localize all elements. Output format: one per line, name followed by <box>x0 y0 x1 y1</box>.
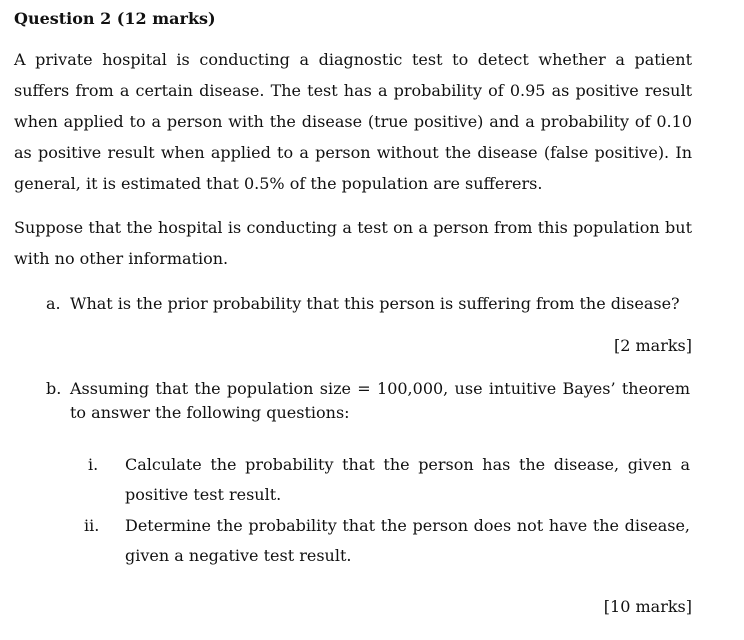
question-title: Question 2 (12 marks) <box>14 9 216 28</box>
part-a-text: What is the prior probability that this person is suffering from the disease? <box>70 294 680 313</box>
part-b-ii-label: ii. <box>84 516 100 535</box>
part-b-ii-text: Determine the probability that the person does not have the disease, given a negative test result. <box>125 516 690 565</box>
part-b-i-text: Calculate the probability that the person has the disease, given a positive test result. <box>125 455 690 504</box>
part-b-text: Assuming that the population size = 100,000, use intuitive Bayes’ theorem to answer the following questions: <box>70 379 690 422</box>
question-context: Suppose that the hospital is conducting a test on a person from this population but with no other information. <box>14 218 692 268</box>
part-a-label: a. <box>46 294 61 313</box>
question-intro: A private hospital is conducting a diagnostic test to detect whether a patient suffers from a certain disease. The test has a probability of 0.95 as positive result when applied to a person with the disease (true positive) and a probability of 0.10 as positive result when applied to a person without the disease (false positive). In general, it is estimated that 0.5% of the population are sufferers. <box>14 50 692 193</box>
part-b-label: b. <box>46 379 62 398</box>
part-a-marks: [2 marks] <box>613 336 692 355</box>
part-b-i-label: i. <box>88 455 99 474</box>
part-b-marks: [10 marks] <box>603 597 692 616</box>
